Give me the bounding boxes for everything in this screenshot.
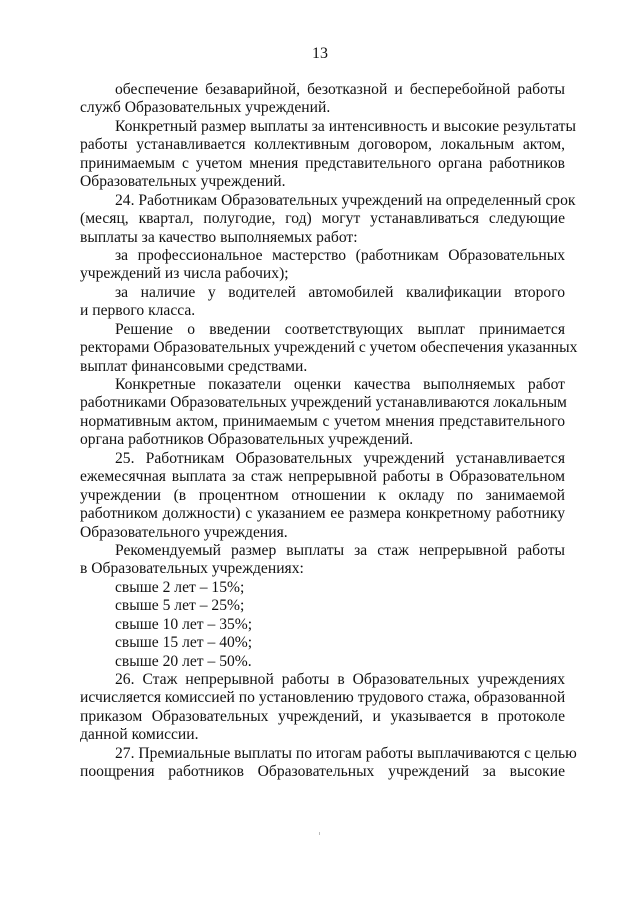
text-line: свыше 20 лет – 50%. <box>115 652 252 670</box>
text-line: Рекомендуемый размер выплаты за стаж непрерывной работы <box>115 541 565 559</box>
text-line: Образовательного учреждения. <box>80 523 288 541</box>
text-line: и первого класса. <box>80 302 196 320</box>
text-line: ректорами Образовательных учреждений с учетом обеспечения указанных <box>80 339 578 357</box>
text-line: за наличие у водителей автомобилей квалификации второго <box>115 283 565 301</box>
text-line: 24. Работникам Образовательных учреждений на определенный срок <box>115 191 576 209</box>
page-number: 13 <box>312 45 328 62</box>
text-line: нормативным актом, принимаемым с учетом мнения представительного <box>80 412 565 430</box>
text-line: свыше 10 лет – 35%; <box>115 615 253 633</box>
text-line: поощрения работников Образовательных учреждений за высокие <box>80 763 565 781</box>
text-line: свыше 2 лет – 15%; <box>115 578 245 596</box>
text-line: 25. Работникам Образовательных учреждений устанавливается <box>115 449 565 467</box>
text-line: учреждений из числа рабочих); <box>80 265 289 283</box>
text-line: выплат финансовыми средствами. <box>80 357 308 375</box>
text-line: служб Образовательных учреждений. <box>80 99 331 117</box>
text-line: Решение о введении соответствующих выплат принимается <box>115 320 565 338</box>
text-line: органа работников Образовательных учреждений. <box>80 431 414 449</box>
text-line: выплаты за качество выполняемых работ: <box>80 228 358 246</box>
text-line: за профессиональное мастерство (работникам Образовательных <box>115 246 565 264</box>
text-line: учреждении (в процентном отношении к окладу по занимаемой <box>80 486 565 504</box>
text-line: в Образовательных учреждениях: <box>80 560 304 578</box>
text-line: Конкретный размер выплаты за интенсивность и высокие результаты <box>115 117 576 135</box>
text-line: исчисляется комиссией по установлению трудового стажа, образованной <box>80 689 566 707</box>
text-line: обеспечение безаварийной, безотказной и бесперебойной работы <box>115 81 565 98</box>
text-line: 26. Стаж непрерывной работы в Образовательных учреждениях <box>115 671 565 688</box>
text-line: работниками Образовательных учреждений устанавливаются локальным <box>80 394 567 412</box>
text-line: (месяц, квартал, полугодие, год) могут устанавливаться следующие <box>80 210 565 228</box>
text-line: приказом Образовательных учреждений, и указывается в протоколе <box>80 707 565 725</box>
text-line: Образовательных учреждений. <box>80 173 286 191</box>
text-line: работы устанавливается коллективным договором, локальным актом, <box>80 136 565 154</box>
text-line: свыше 5 лет – 25%; <box>115 597 245 615</box>
text-line: данной комиссии. <box>80 726 199 744</box>
document-body <box>80 81 578 782</box>
text-line: ежемесячная выплата за стаж непрерывной работы в Образовательном <box>80 468 565 486</box>
text-line: 27. Премиальные выплаты по итогам работы выплачиваются с целью <box>115 744 577 762</box>
text-line: Конкретные показатели оценки качества выполняемых работ <box>115 376 565 393</box>
text-line: свыше 15 лет – 40%; <box>115 634 253 652</box>
text-line: принимаемым с учетом мнения представительного органа работников <box>80 154 565 172</box>
scan-artifact <box>319 832 320 835</box>
text-line: работником должности) с указанием ее размера конкретному работнику <box>80 505 565 523</box>
